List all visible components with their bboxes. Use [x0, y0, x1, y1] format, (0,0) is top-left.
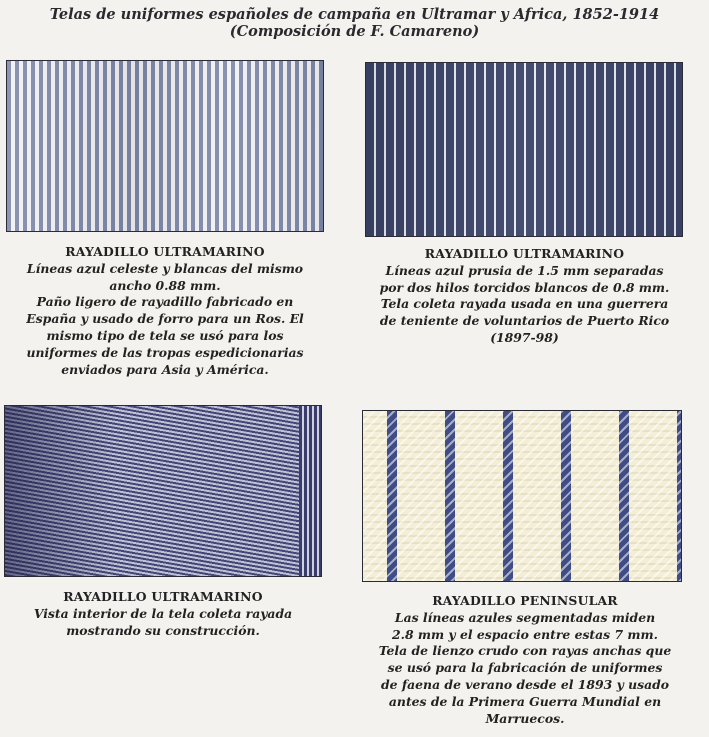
caption-line: ancho 0.88 mm.	[109, 277, 221, 293]
caption-line: mismo tipo de tela se usó para los	[46, 327, 284, 343]
caption-title: RAYADILLO ULTRAMARINO	[63, 589, 263, 604]
caption-line: Paño ligero de rayadillo fabricado en	[36, 294, 294, 310]
fabric-swatch-prusia	[365, 62, 683, 237]
caption-line: se usó para la fabricación de uniformes	[387, 660, 663, 676]
title-line: Telas de uniformes españoles de campaña en Ultramar y Africa, 1852-1914	[49, 6, 660, 23]
subtitle-line: (Composición de F. Camareno)	[229, 23, 480, 40]
caption-swatch-1	[6, 244, 324, 378]
caption-line: 2.8 mm y el espacio entre estas 7 mm.	[392, 626, 658, 642]
caption-line: Vista interior de la tela coleta rayada	[33, 605, 293, 621]
caption-line: mostrando su construcción.	[66, 622, 260, 638]
fabric-swatch-peninsular	[362, 410, 682, 582]
caption-line: de faena de verano desde el 1893 y usado	[380, 676, 670, 692]
caption-swatch-3	[4, 589, 322, 639]
caption-line: Las líneas azules segmentadas miden	[394, 609, 656, 625]
caption-swatch-4	[360, 593, 690, 727]
caption-line: España y usado de forro para un Ros. El	[26, 311, 304, 327]
fabric-shadow	[5, 406, 115, 576]
caption-line: Líneas azul celeste y blancas del mismo	[26, 260, 304, 276]
caption-line: por dos hilos torcidos blancos de 0.8 mm.	[379, 279, 670, 295]
caption-title: RAYADILLO ULTRAMARINO	[65, 244, 265, 259]
stripe-twist-texture	[363, 411, 681, 581]
caption-line: (1897-98)	[490, 329, 559, 345]
caption-line: de teniente de voluntarios de Puerto Rico	[379, 313, 670, 329]
caption-title: RAYADILLO PENINSULAR	[432, 593, 618, 608]
caption-line: antes de la Primera Guerra Mundial en	[388, 693, 662, 709]
fabric-swatch-celeste	[6, 60, 324, 232]
caption-title: RAYADILLO ULTRAMARINO	[424, 246, 625, 261]
caption-swatch-2	[362, 246, 687, 347]
caption-line: enviados para Asia y América.	[61, 361, 269, 377]
caption-line: Tela coleta rayada usada en una guerrera	[380, 296, 669, 312]
fabric-selvedge	[299, 406, 321, 576]
fabric-swatch-interior	[4, 405, 322, 577]
caption-line: Líneas azul prusia de 1.5 mm separadas	[385, 262, 664, 278]
caption-line: uniformes de las tropas espedicionarias	[26, 344, 304, 360]
caption-line: Tela de lienzo crudo con rayas anchas que	[378, 643, 672, 659]
page-title	[0, 6, 709, 40]
caption-line: Marruecos.	[485, 710, 565, 726]
